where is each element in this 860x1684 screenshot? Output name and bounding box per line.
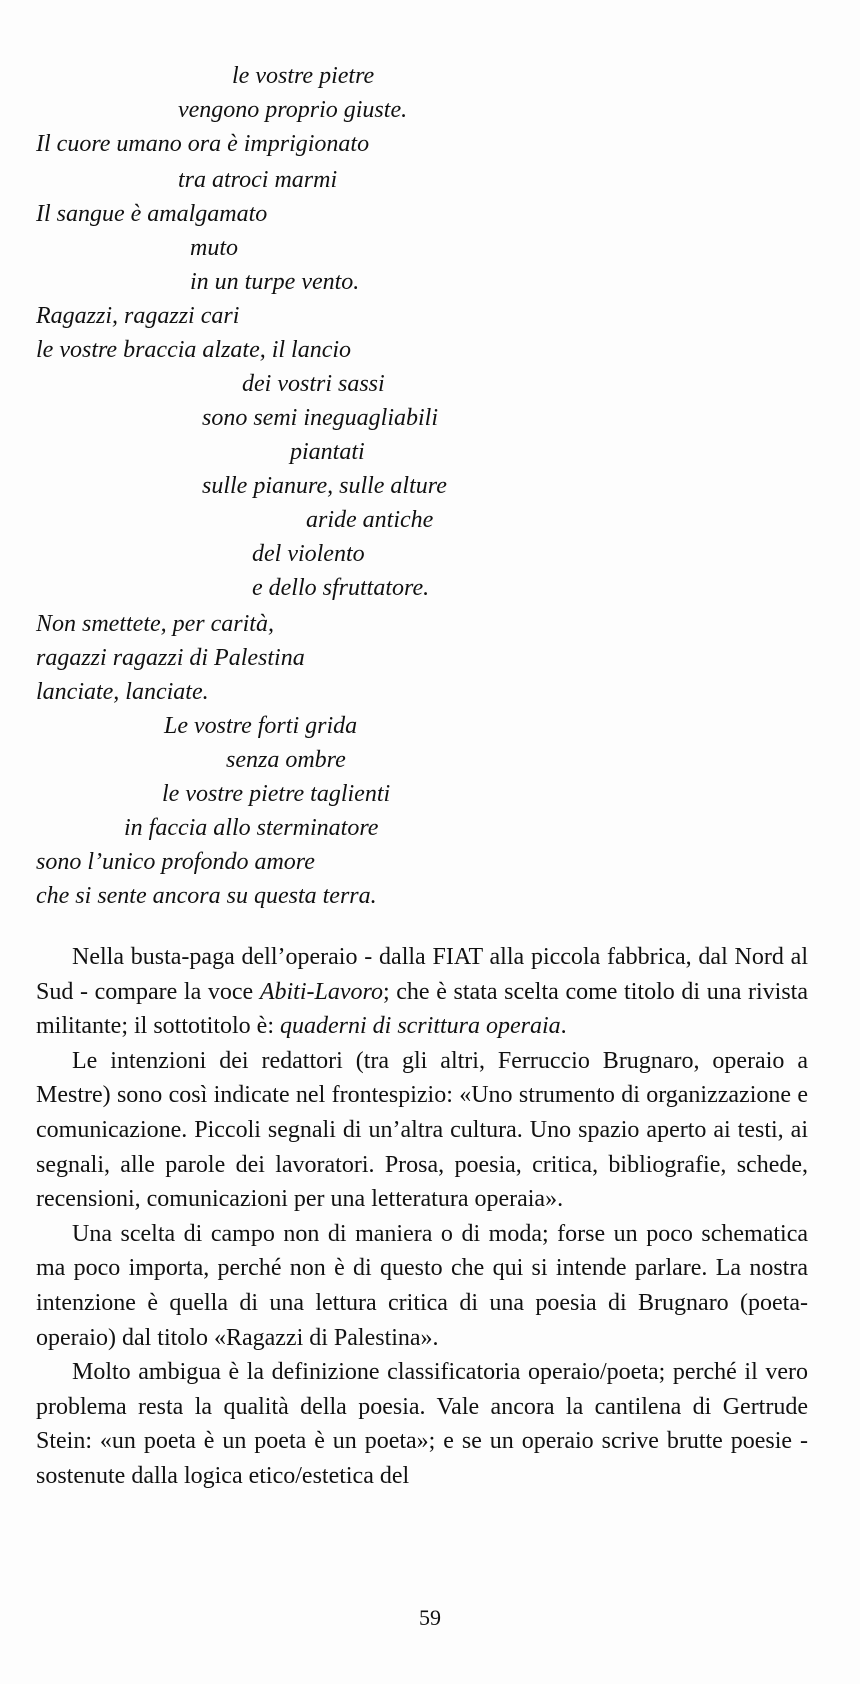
- paragraph-italic-text: quaderni di scrittura operaia: [279, 1013, 561, 1040]
- poem-line: muto: [190, 235, 238, 261]
- poem-line: in faccia allo sterminatore: [124, 815, 379, 841]
- poem-line: Ragazzi, ragazzi cari: [36, 303, 240, 329]
- paragraph-text: Nella busta-paga dell’operaio - dalla FIAT alla piccola fabbrica, dal Nord al Sud - compare la voce: [36, 944, 808, 1005]
- poem-line: sono semi ineguagliabili: [202, 405, 438, 431]
- poem-line: Il cuore umano ora è imprigionato: [36, 131, 370, 157]
- poem-line: aride antiche: [306, 507, 434, 533]
- poem-line: del violento: [252, 541, 365, 567]
- prose-body: [36, 940, 808, 1494]
- poem-line: sulle pianure, sulle alture: [202, 473, 447, 499]
- poem-line: lanciate, lanciate.: [36, 679, 209, 705]
- poem-line: le vostre braccia alzate, il lancio: [36, 337, 352, 363]
- poem-line: senza ombre: [226, 747, 346, 773]
- paragraph: Molto ambigua è la definizione classificatoria operaio/poeta; perché il vero problema resta la qualità della poesia. Vale ancora la cantilena di Gertrude Stein: «un poeta è un poeta è un poeta»; e se un operaio scrive brutte poesie - sostenute dalla logica etico/estetica del: [36, 1359, 808, 1489]
- poem-line: sono l’unico profondo amore: [36, 849, 315, 875]
- poem-line: che si sente ancora su questa terra.: [36, 883, 377, 909]
- poem-line: Le vostre forti grida: [164, 713, 358, 739]
- poem-line: e dello sfruttatore.: [252, 575, 430, 601]
- paragraph-italic-text: Abiti-Lavoro: [259, 978, 383, 1005]
- paragraph-text: ; che è stata scelta come titolo di una rivista militante; il sottotitolo è:: [36, 978, 808, 1040]
- poem-line: Non smettete, per carità,: [36, 611, 274, 637]
- paragraph: Le intenzioni dei redattori (tra gli altri, Ferruccio Brugnaro, operaio a Mestre) sono così indicate nel frontespizio: «Uno strumento di organizzazione e comunicazione. Piccoli segnali di un’altra cultura. Uno spazio aperto ai testi, ai segnali, alle parole dei lavoratori. Prosa, poesia, critica, bibliografie, schede, recensioni, comunicazioni per una letteratura operaia».: [36, 1047, 808, 1213]
- poem-line: in un turpe vento.: [190, 269, 360, 295]
- poem-line: vengono proprio giuste.: [178, 97, 408, 123]
- poem-line: piantati: [290, 439, 365, 465]
- paragraph-text: .: [560, 1013, 567, 1040]
- poem-line: Il sangue è amalgamato: [36, 201, 268, 227]
- paragraph: [36, 940, 808, 1044]
- poem-line: le vostre pietre taglienti: [162, 781, 391, 807]
- paragraph: Una scelta di campo non di maniera o di moda; forse un poco schematica ma poco importa, perché non è di questo che qui si intende parlare. La nostra intenzione è quella di una lettura critica di una poesia di Brugnaro (poeta-operaio) dal titolo «Ragazzi di Palestina».: [36, 1220, 808, 1351]
- poem-line: dei vostri sassi: [242, 371, 385, 397]
- poem-line: le vostre pietre: [232, 63, 375, 89]
- poem-line: tra atroci marmi: [178, 167, 338, 193]
- page-number: 59: [419, 1605, 441, 1630]
- poem-line: ragazzi ragazzi di Palestina: [36, 645, 305, 671]
